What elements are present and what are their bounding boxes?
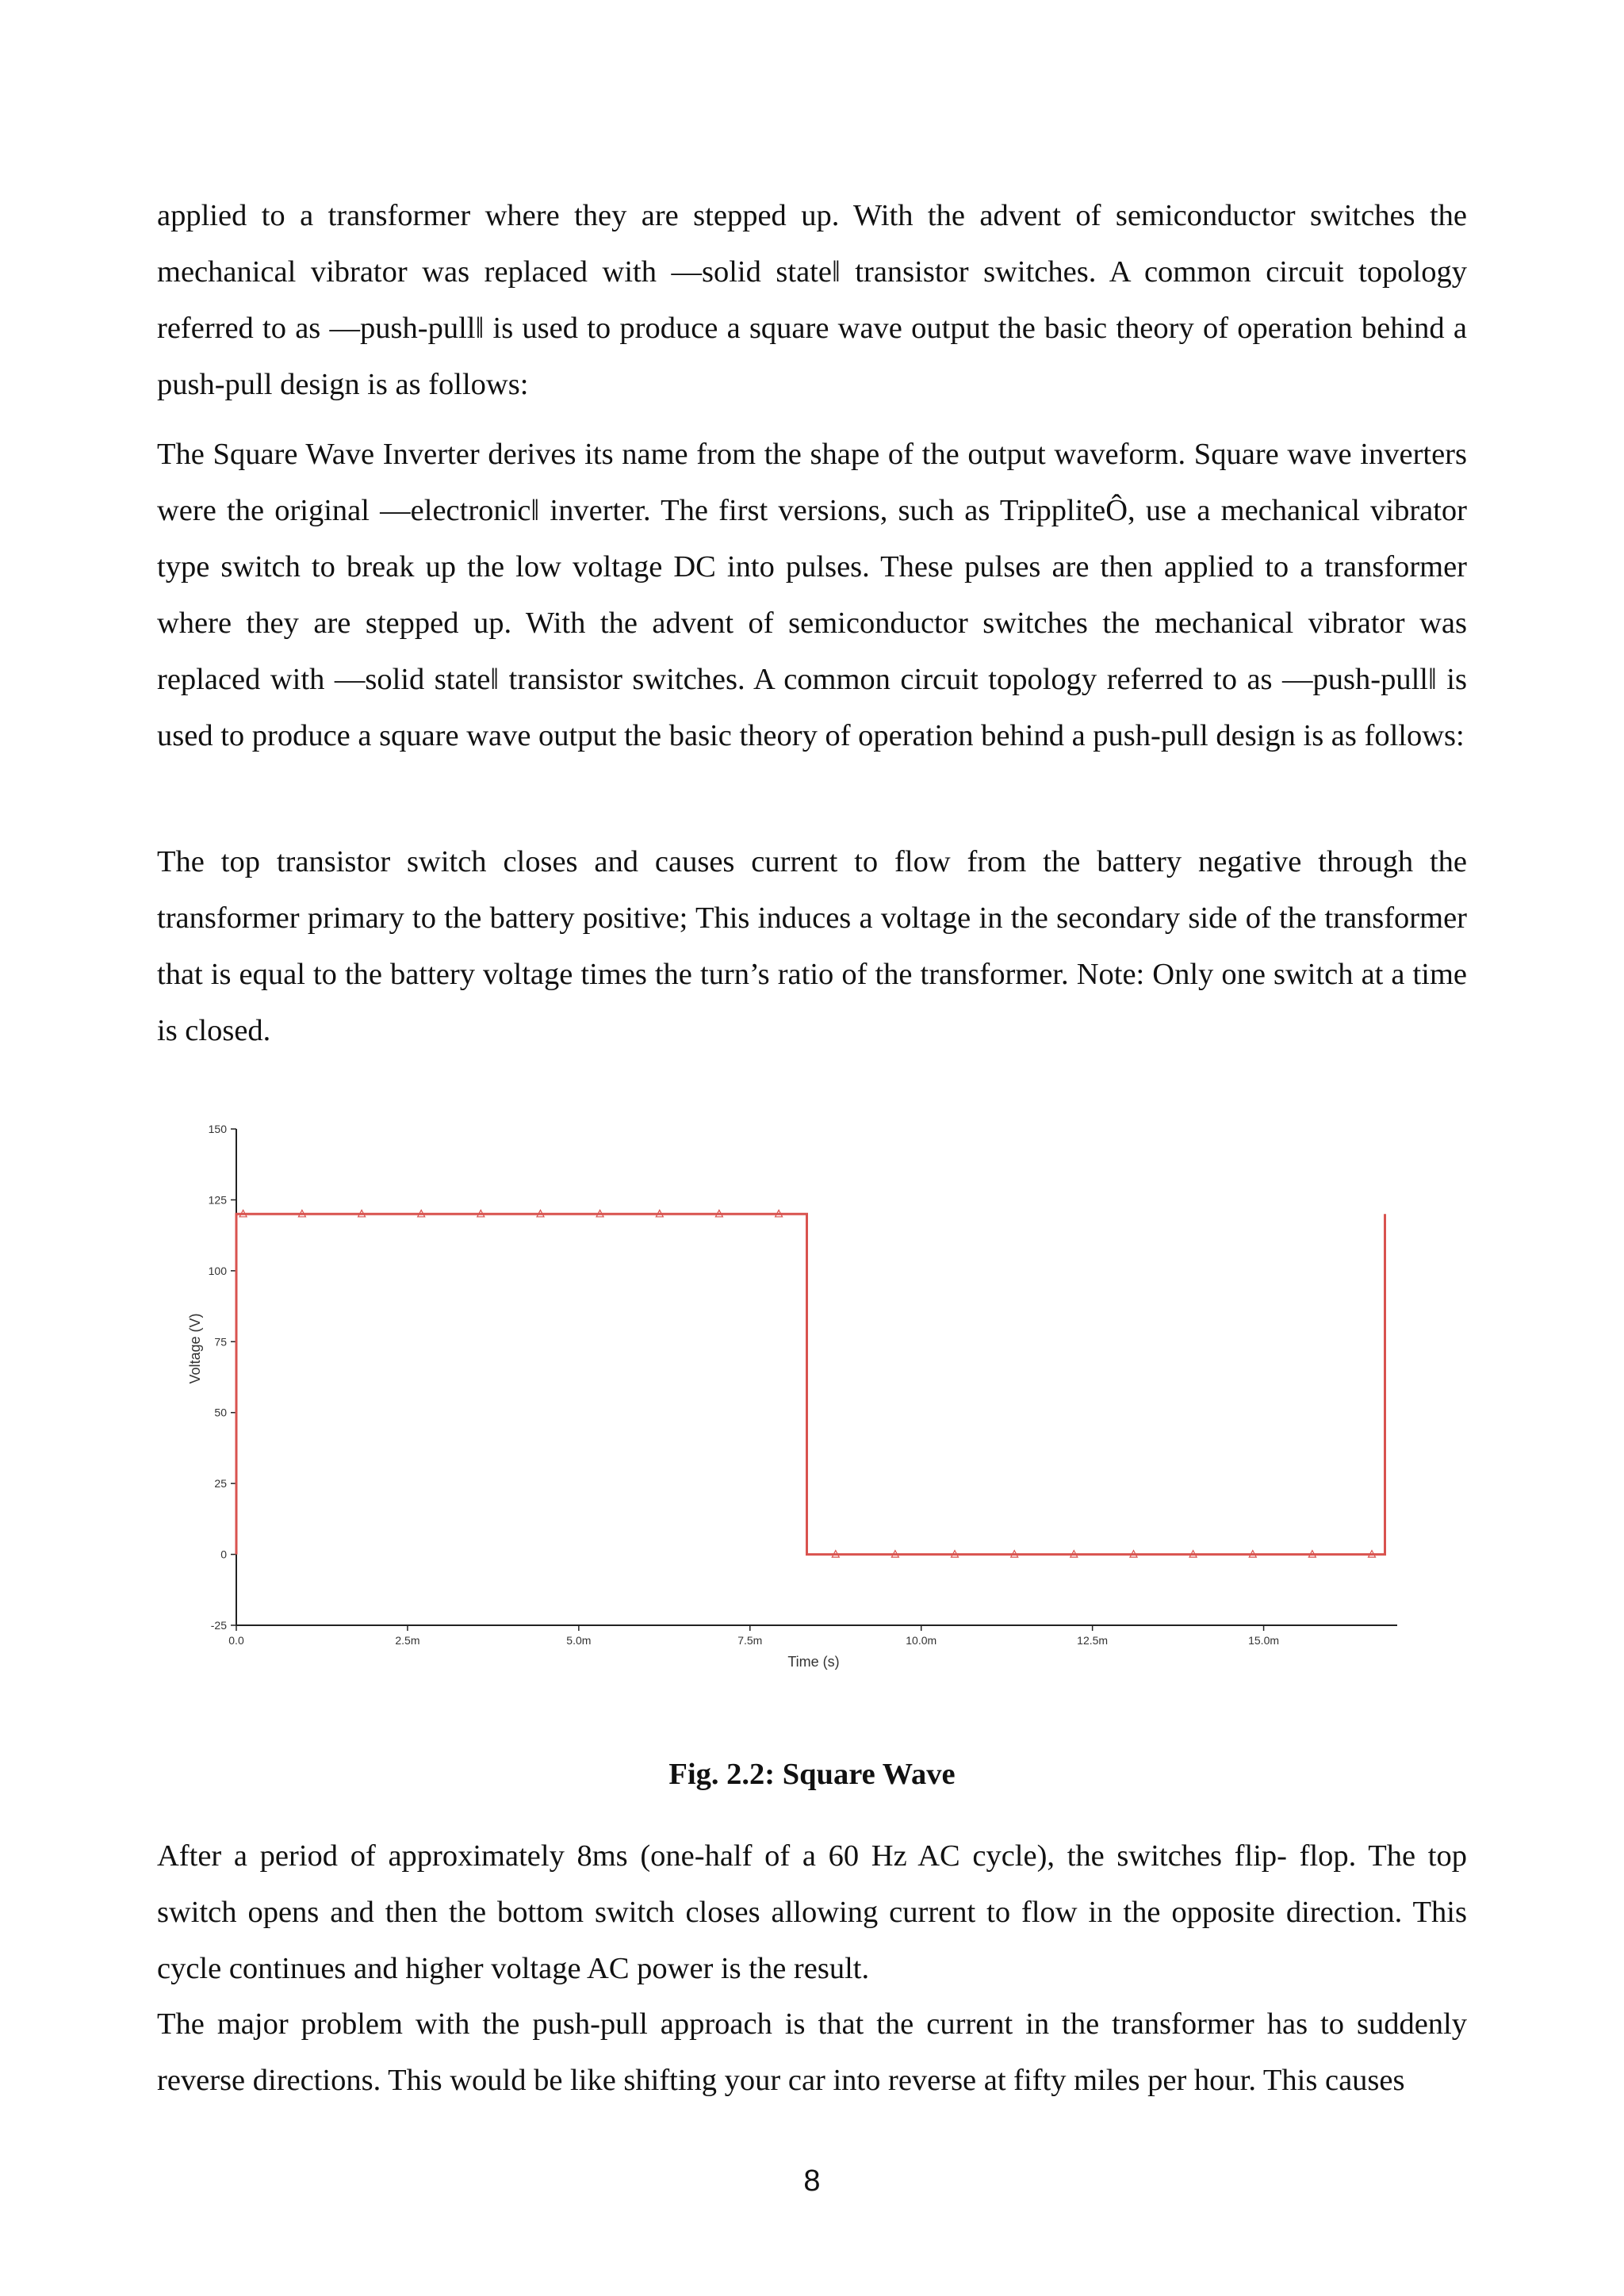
x-tick-label: 12.5m [1077, 1634, 1109, 1647]
x-tick-label: 0.0 [228, 1634, 244, 1647]
x-tick-label: 10.0m [906, 1634, 937, 1647]
x-tick-label: 15.0m [1248, 1634, 1280, 1647]
page-number: 8 [803, 2164, 821, 2198]
y-tick-label: 25 [214, 1477, 227, 1490]
x-tick-label: 2.5m [395, 1634, 420, 1647]
y-axis-label: Voltage (V) [187, 1313, 203, 1384]
y-tick-label: 75 [214, 1335, 227, 1349]
y-tick-label: 150 [208, 1123, 227, 1135]
paragraph-5: The major problem with the push-pull approach is that the current in the transformer has to suddenly reverse directions. This would be like shifting your car into reverse at fifty miles per hour. This causes [157, 2007, 1467, 2097]
paragraph-1: applied to a transformer where they are stepped up. With the advent of semiconductor switches the mechanical vibrator was replaced with ―solid state‖ transistor switches. A common circuit topology referred to as ―push-pull‖ is used to produce a square wave output the basic theory of operation behind a push-pull design is as follows: [157, 199, 1467, 401]
paragraph-3: The top transistor switch closes and causes current to flow from the battery negative through the transformer primary to the battery positive; This induces a voltage in the secondary side of the transformer that is equal to the battery voltage times the turn’s ratio of the transformer. Note: Only one switch at a time is closed. [157, 845, 1467, 1047]
x-tick-label: 5.0m [566, 1634, 592, 1647]
figure-caption: Fig. 2.2: Square Wave [668, 1758, 956, 1791]
voltage-series-line [236, 1214, 1385, 1554]
paragraph-4: After a period of approximately 8ms (one-half of a 60 Hz AC cycle), the switches flip- flop. The top switch opens and then the bottom switch closes allowing current to flow in the opposite direction. This cycle continues and higher voltage AC power is the result. [157, 1839, 1467, 1985]
square-wave-chart [174, 1118, 1411, 1689]
paragraph-2: The Square Wave Inverter derives its name from the shape of the output waveform. Square wave inverters were the original ―electronic‖ inverter. The first versions, such as TripplitеÔ, use a mechanical vibrator type switch to break up the low voltage DC into pulses. These pulses are then applied to a transformer where they are stepped up. With the advent of semiconductor switches the mechanical vibrator was replaced with ―solid state‖ transistor switches. A common circuit topology referred to as ―push-pull‖ is used to produce a square wave output the basic theory of operation behind a push-pull design is as follows: [157, 438, 1467, 752]
x-tick-label: 7.5m [737, 1634, 763, 1647]
y-tick-label: 50 [214, 1406, 227, 1419]
y-tick-label: 0 [220, 1548, 227, 1561]
y-tick-label: 125 [208, 1193, 227, 1207]
x-axis-label: Time (s) [787, 1654, 840, 1670]
y-tick-label: 100 [208, 1264, 227, 1277]
y-tick-label: -25 [210, 1619, 227, 1632]
